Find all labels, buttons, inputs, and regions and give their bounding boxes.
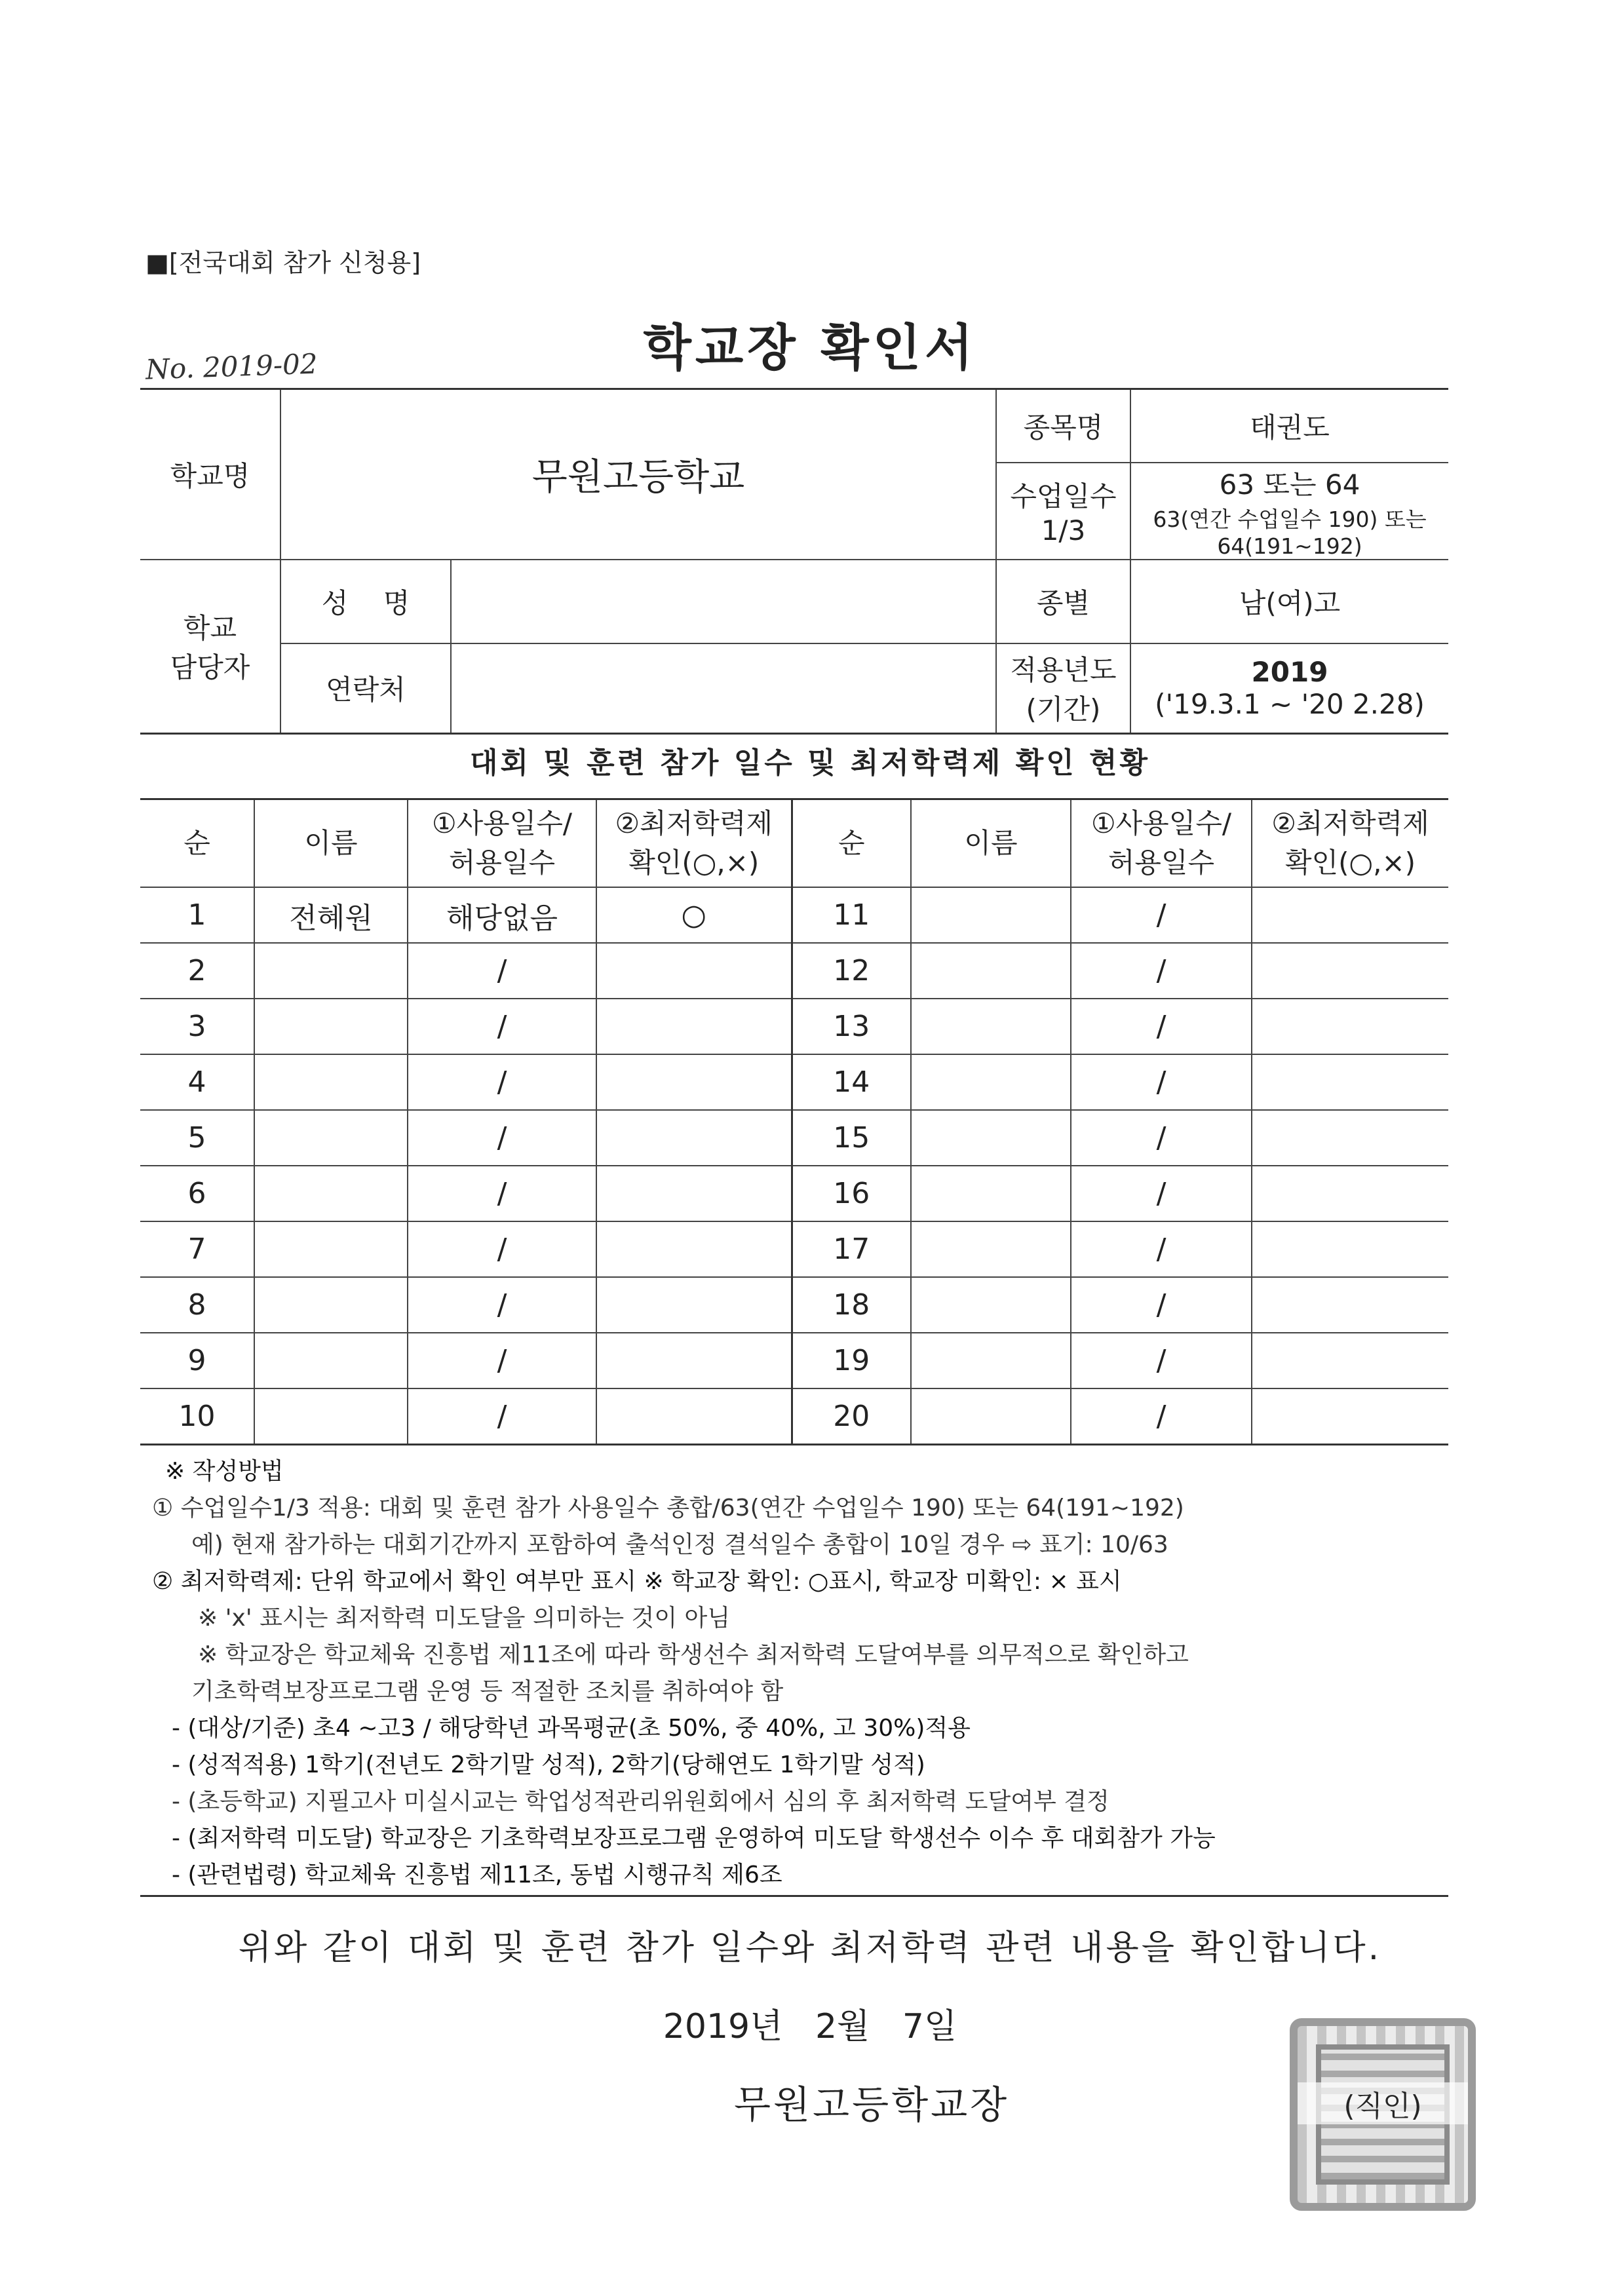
min-level-check[interactable] <box>596 1388 792 1445</box>
used-days: / <box>408 1277 596 1333</box>
row-number: 19 <box>792 1333 911 1388</box>
used-days: / <box>408 1110 596 1166</box>
header-min-level <box>1252 799 1448 888</box>
header-no: 순 <box>140 799 254 888</box>
min-level-check[interactable] <box>596 1277 792 1333</box>
athlete-name[interactable] <box>254 1221 408 1277</box>
row-number: 12 <box>792 943 911 999</box>
seal-label: (직인) <box>1298 2082 1468 2124</box>
row-number: 13 <box>792 999 911 1054</box>
divider <box>140 1895 1448 1897</box>
form-type-label: ■[전국대회 참가 신청용] <box>145 248 421 277</box>
year-label-line1: 적용년도 <box>1010 654 1117 687</box>
instruction-line: - (최저학력 미도달) 학교장은 기초학력보장프로그램 운영하여 미도달 학생선수 이수 후 대회참가 가능 <box>172 1825 1216 1852</box>
used-days: / <box>408 1221 596 1277</box>
school-name-label: 학교명 <box>140 389 280 560</box>
table-row <box>140 999 1448 1054</box>
min-level-check[interactable] <box>1252 1221 1448 1277</box>
min-level-check[interactable] <box>1252 1166 1448 1221</box>
athlete-name[interactable] <box>911 887 1071 943</box>
row-number: 3 <box>140 999 254 1054</box>
athlete-name[interactable] <box>254 943 408 999</box>
athlete-name[interactable] <box>911 1333 1071 1388</box>
class-days-value-line2: 63(연간 수업일수 190) 또는 64(191~192) <box>1153 506 1427 559</box>
contact-person-label-line1: 학교 <box>183 612 237 645</box>
school-name-value: 무원고등학교 <box>280 389 996 560</box>
row-number: 9 <box>140 1333 254 1388</box>
header-min-level-line1: ②최저학력제 <box>1271 807 1429 839</box>
used-days: / <box>1071 1054 1252 1110</box>
instruction-line: 기초학력보장프로그램 운영 등 적절한 조치를 취하여야 함 <box>191 1678 784 1705</box>
year-label-line2: (기간) <box>1026 693 1101 726</box>
min-level-check[interactable] <box>1252 1054 1448 1110</box>
official-seal-stamp <box>1290 2018 1476 2211</box>
athlete-name[interactable] <box>911 1110 1071 1166</box>
used-days: / <box>408 1333 596 1388</box>
athlete-name[interactable] <box>254 1333 408 1388</box>
instruction-line: ※ 학교장은 학교체육 진흥법 제11조에 따라 학생선수 최저학력 도달여부를 의무적으로 확인하고 <box>198 1641 1189 1668</box>
min-level-check[interactable] <box>1252 999 1448 1054</box>
athlete-name[interactable] <box>911 1054 1071 1110</box>
handwritten-doc-number: No. 2019-02 <box>145 347 318 386</box>
used-days: / <box>1071 1388 1252 1445</box>
used-days: 해당없음 <box>408 887 596 943</box>
min-level-check[interactable] <box>1252 943 1448 999</box>
contact-person-label-line2: 담당자 <box>170 651 250 684</box>
principal-title: 무원고등학교장 <box>734 2082 1010 2127</box>
instruction-line: ① 수업일수1/3 적용: 대회 및 훈련 참가 사용일수 총합/63(연간 수업일수 190) 또는 64(191~192) <box>152 1495 1184 1521</box>
header-days <box>1071 799 1252 888</box>
athlete-name[interactable] <box>911 1166 1071 1221</box>
class-days-value-line1: 63 또는 64 <box>1219 468 1360 501</box>
athlete-name[interactable] <box>254 1277 408 1333</box>
athlete-name[interactable] <box>911 999 1071 1054</box>
class-days-label <box>996 463 1130 560</box>
row-number: 20 <box>792 1388 911 1445</box>
athlete-name[interactable] <box>911 1221 1071 1277</box>
row-number: 2 <box>140 943 254 999</box>
min-level-check[interactable] <box>1252 887 1448 943</box>
row-number: 10 <box>140 1388 254 1445</box>
phone-label: 연락처 <box>280 643 451 734</box>
issue-date: 2019년 2월 7일 <box>663 2007 957 2046</box>
instruction-line: ※ 'x' 표시는 최저학력 미도달을 의미하는 것이 아님 <box>198 1605 731 1632</box>
table-row <box>140 887 1448 943</box>
header-days-line2: 허용일수 <box>1108 847 1215 879</box>
athlete-name[interactable] <box>254 999 408 1054</box>
name-label: 성 명 <box>280 560 451 643</box>
athlete-name[interactable] <box>254 1166 408 1221</box>
header-min-level-line2: 확인(○,×) <box>1284 847 1416 879</box>
header-no: 순 <box>792 799 911 888</box>
year-label <box>996 643 1130 734</box>
athlete-name[interactable] <box>254 1110 408 1166</box>
header-days-line1: ①사용일수/ <box>431 807 573 839</box>
athlete-name[interactable] <box>911 1277 1071 1333</box>
instruction-line: - (초등학교) 지필고사 미실시교는 학업성적관리위원회에서 심의 후 최저학력 도달여부 결정 <box>172 1788 1109 1815</box>
used-days: / <box>1071 943 1252 999</box>
instruction-line: 예) 현재 참가하는 대회기간까지 포함하여 출석인정 결석일수 총합이 10일 경우 ⇨ 표기: 10/63 <box>191 1531 1168 1558</box>
row-number: 16 <box>792 1166 911 1221</box>
header-min-level-line1: ②최저학력제 <box>615 807 773 839</box>
header-name: 이름 <box>254 799 408 888</box>
used-days: / <box>408 1388 596 1445</box>
header-min-level-line2: 확인(○,×) <box>628 847 760 879</box>
min-level-check[interactable] <box>1252 1333 1448 1388</box>
gender-label: 종별 <box>996 560 1130 643</box>
used-days: / <box>408 999 596 1054</box>
name-value[interactable] <box>451 560 996 643</box>
year-value-line1: 2019 <box>1251 656 1328 689</box>
used-days: / <box>1071 1166 1252 1221</box>
participation-table <box>140 798 1448 1445</box>
sport-label: 종목명 <box>996 389 1130 463</box>
row-number: 5 <box>140 1110 254 1166</box>
min-level-check[interactable] <box>596 1221 792 1277</box>
instruction-line: ② 최저학력제: 단위 학교에서 확인 여부만 표시 ※ 학교장 확인: ○표시, 학교장 미확인: × 표시 <box>152 1568 1122 1595</box>
phone-value[interactable] <box>451 643 996 734</box>
used-days: / <box>1071 999 1252 1054</box>
min-level-check[interactable] <box>1252 1388 1448 1445</box>
min-level-check[interactable] <box>596 999 792 1054</box>
contact-person-label <box>140 560 280 734</box>
min-level-check[interactable] <box>596 1166 792 1221</box>
used-days: / <box>1071 1110 1252 1166</box>
row-number: 17 <box>792 1221 911 1277</box>
athlete-name[interactable] <box>911 1388 1071 1445</box>
athlete-name[interactable] <box>254 1054 408 1110</box>
year-value-line2: ('19.3.1 ~ '20 2.28) <box>1155 688 1425 721</box>
table-row <box>140 1110 1448 1166</box>
gender-value: 남(여)고 <box>1130 560 1448 643</box>
row-number: 7 <box>140 1221 254 1277</box>
min-level-check[interactable] <box>596 1333 792 1388</box>
used-days: / <box>1071 1277 1252 1333</box>
sport-value: 태권도 <box>1130 389 1448 463</box>
min-level-check[interactable] <box>1252 1110 1448 1166</box>
header-min-level <box>596 799 792 888</box>
document-title: 학교장 확인서 <box>643 318 977 377</box>
instructions <box>152 1453 1463 1894</box>
min-level-check[interactable] <box>1252 1277 1448 1333</box>
used-days: / <box>1071 1333 1252 1388</box>
instruction-line: - (관련법령) 학교체육 진흥법 제11조, 동법 시행규칙 제6조 <box>172 1862 782 1888</box>
class-days-label-line2: 1/3 <box>1041 514 1086 546</box>
row-number: 15 <box>792 1110 911 1166</box>
table-row <box>140 1221 1448 1277</box>
header-days-line1: ①사용일수/ <box>1090 807 1232 839</box>
used-days: / <box>408 1166 596 1221</box>
min-level-check[interactable] <box>596 1054 792 1110</box>
class-days-label-line1: 수업일수 <box>1010 480 1117 512</box>
row-number: 4 <box>140 1054 254 1110</box>
used-days: / <box>408 943 596 999</box>
min-level-check[interactable]: ○ <box>596 887 792 943</box>
used-days: / <box>1071 887 1252 943</box>
year-value <box>1130 643 1448 734</box>
row-number: 18 <box>792 1277 911 1333</box>
header-name: 이름 <box>911 799 1071 888</box>
instruction-line: - (대상/기준) 초4 ~고3 / 해당학년 과목평균(초 50%, 중 40%, 고 30%)적용 <box>172 1715 971 1742</box>
header-days <box>408 799 596 888</box>
table-row <box>140 943 1448 999</box>
table-row <box>140 1166 1448 1221</box>
row-number: 6 <box>140 1166 254 1221</box>
athlete-name[interactable] <box>911 943 1071 999</box>
athlete-name[interactable] <box>254 1388 408 1445</box>
table-header-row <box>140 799 1448 888</box>
class-days-value <box>1130 463 1448 560</box>
instructions-heading: ※ 작성방법 <box>165 1458 284 1485</box>
athlete-name[interactable]: 전혜원 <box>254 887 408 943</box>
table-row <box>140 1054 1448 1110</box>
header-days-line2: 허용일수 <box>448 847 556 879</box>
table-row <box>140 1333 1448 1388</box>
row-number: 1 <box>140 887 254 943</box>
instruction-line: - (성적적용) 1학기(전년도 2학기말 성적), 2학기(당해연도 1학기말 성적) <box>172 1751 925 1778</box>
confirmation-statement: 위와 같이 대회 및 훈련 참가 일수와 최저학력 관련 내용을 확인합니다. <box>238 1928 1382 1968</box>
row-number: 11 <box>792 887 911 943</box>
used-days: / <box>408 1054 596 1110</box>
school-info-table <box>140 388 1448 735</box>
section-title: 대회 및 훈련 참가 일수 및 최저학력제 확인 현황 <box>469 746 1151 780</box>
row-number: 8 <box>140 1277 254 1333</box>
min-level-check[interactable] <box>596 1110 792 1166</box>
min-level-check[interactable] <box>596 943 792 999</box>
table-row <box>140 1277 1448 1333</box>
used-days: / <box>1071 1221 1252 1277</box>
row-number: 14 <box>792 1054 911 1110</box>
table-row <box>140 1388 1448 1445</box>
